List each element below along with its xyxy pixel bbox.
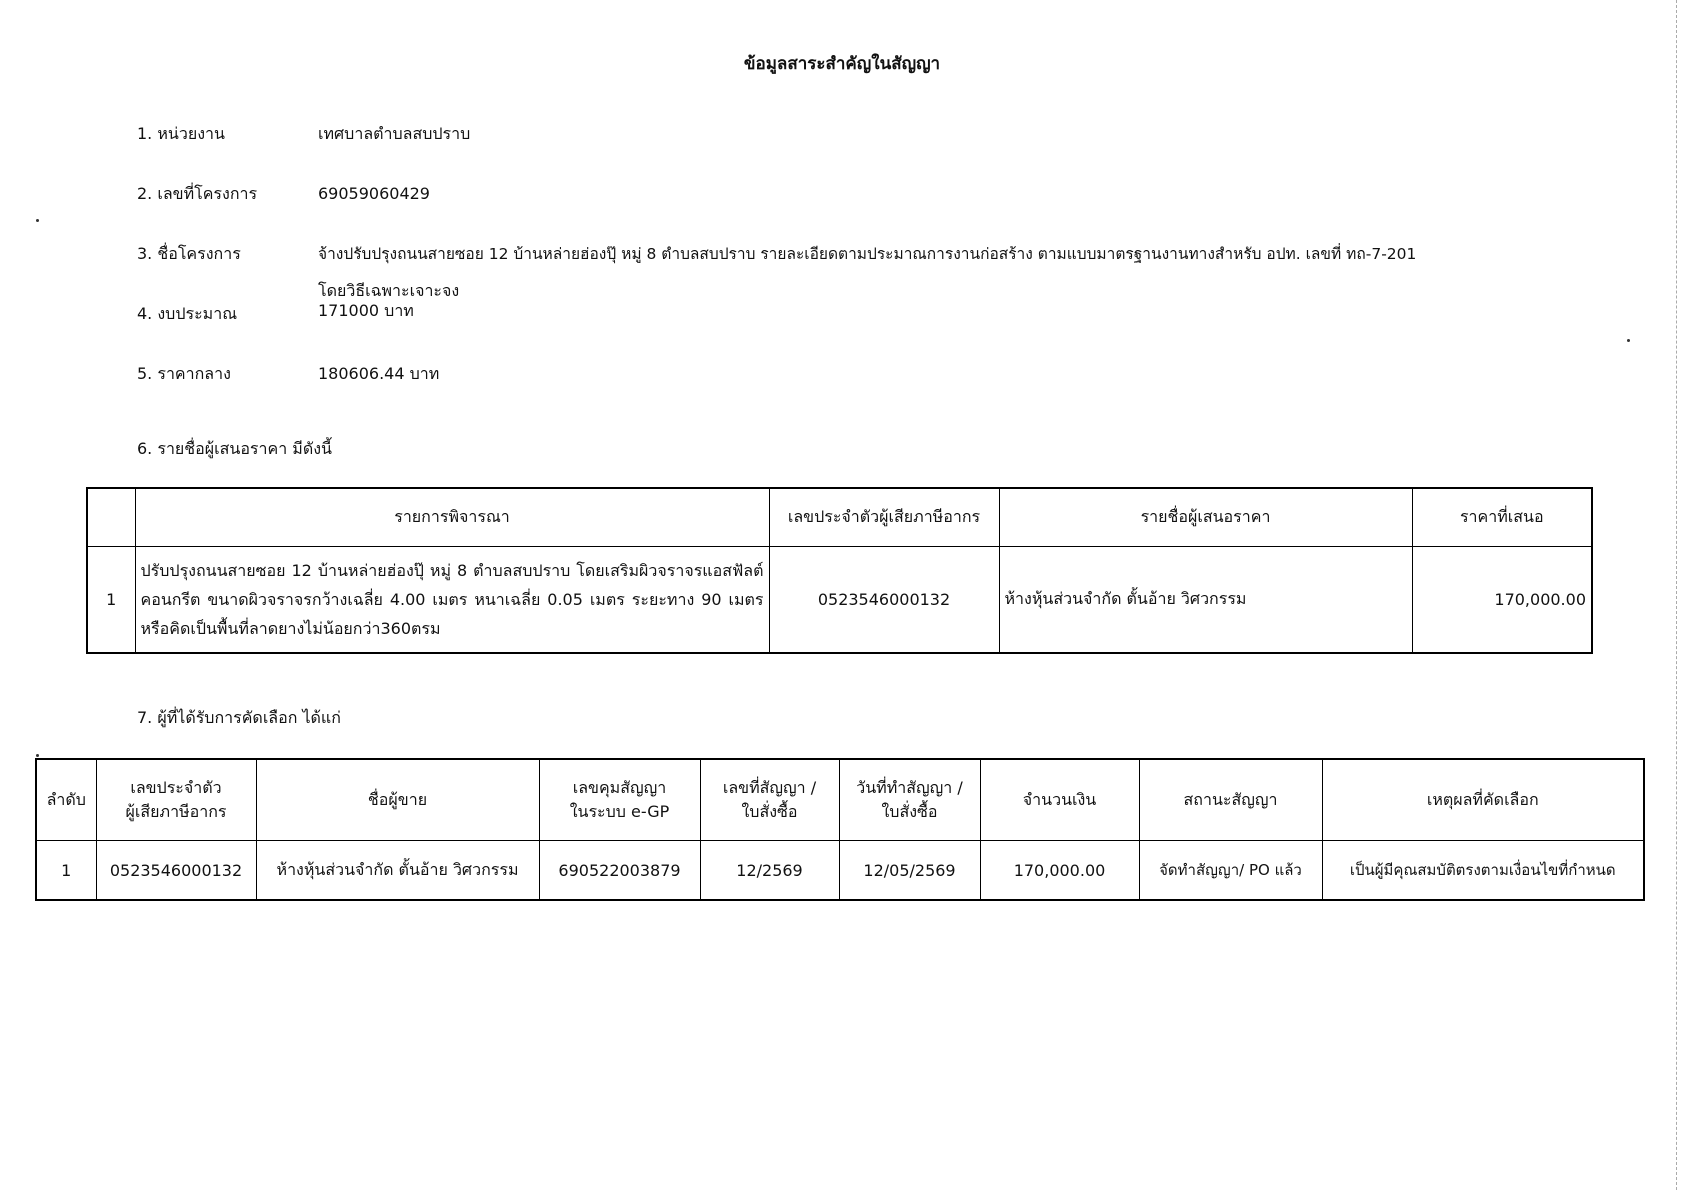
- column-header-contract-no: เลขที่สัญญา / ใบสั่งซื้อ: [700, 759, 839, 841]
- column-header: รายการพิจารณา: [135, 488, 769, 547]
- contract-date: 12/05/2569: [839, 841, 980, 901]
- bidders-table: [86, 487, 1593, 654]
- bidders-heading: 6. รายชื่อผู้เสนอราคา มีดังนี้: [137, 439, 332, 458]
- table-header-row: [36, 759, 1644, 841]
- column-header-egp: เลขคุมสัญญา ในระบบ e-GP: [539, 759, 700, 841]
- column-header: ราคาที่เสนอ: [1412, 488, 1592, 547]
- row-number: 1: [36, 841, 96, 901]
- column-header-reason: เหตุผลที่คัดเลือก: [1322, 759, 1644, 841]
- scan-edge-line: [1676, 0, 1677, 1190]
- column-header: เลขประจำตัวผู้เสียภาษีอากร: [769, 488, 999, 547]
- table-header-row: [87, 488, 1592, 547]
- column-header-status: สถานะสัญญา: [1139, 759, 1322, 841]
- column-header-contract-date: วันที่ทำสัญญา / ใบสั่งซื้อ: [839, 759, 980, 841]
- column-header: [87, 488, 135, 547]
- field-value: 171000 บาท: [318, 301, 414, 320]
- winners-heading: 7. ผู้ที่ได้รับการคัดเลือก ได้แก่: [137, 708, 341, 727]
- selection-reason: เป็นผู้มีคุณสมบัติตรงตามเงื่อนไขที่กำหนด: [1322, 841, 1644, 901]
- egp-number: 690522003879: [539, 841, 700, 901]
- field-label: 5. ราคากลาง: [137, 364, 231, 383]
- field-value: 69059060429: [318, 184, 430, 203]
- tax-id: 0523546000132: [769, 547, 999, 654]
- row-number: 1: [87, 547, 135, 654]
- field-label: 1. หน่วยงาน: [137, 124, 225, 143]
- bidder-name: ห้างหุ้นส่วนจำกัด ตั้นอ้าย วิศวกรรม: [999, 547, 1412, 654]
- table-row: [36, 841, 1644, 901]
- field-value: 180606.44 บาท: [318, 364, 440, 383]
- field-label: 4. งบประมาณ: [137, 304, 238, 323]
- scan-speck: [36, 754, 39, 757]
- field-value: จ้างปรับปรุงถนนสายซอย 12 บ้านหล่ายฮ่องปุ๊ หมู่ 8 ตำบลสบปราบ รายละเอียดตามประมาณการงานก่อสร้าง ตามแบบมาตรฐานงานทางสำหรับ อปท. เลขที่ ทถ-7-201: [318, 245, 1417, 263]
- contract-number: 12/2569: [700, 841, 839, 901]
- item-description: ปรับปรุงถนนสายซอย 12 บ้านหล่ายฮ่องปุ๊ หมู่ 8 ตำบลสบปราบ โดยเสริมผิวจราจรแอสฟัลต์คอนกรีต ขนาดผิวจราจรกว้างเฉลี่ย 4.00 เมตร หนาเฉลี่ย 0.05 เมตร ระยะทาง 90 เมตรหรือคิดเป็นพื้นที่ลาดยางไม่น้อยกว่า360ตรม: [135, 547, 769, 654]
- contract-status: จัดทำสัญญา/ PO แล้ว: [1139, 841, 1322, 901]
- winners-table: [35, 758, 1645, 901]
- column-header-amount: จำนวนเงิน: [980, 759, 1139, 841]
- field-label: 2. เลขที่โครงการ: [137, 184, 258, 203]
- field-label: 3. ชื่อโครงการ: [137, 244, 241, 263]
- scan-speck: [1627, 339, 1630, 342]
- table-row: [87, 547, 1592, 654]
- field-value-line2: โดยวิธีเฉพาะเจาะจง: [318, 281, 460, 300]
- seller-name: ห้างหุ้นส่วนจำกัด ตั้นอ้าย วิศวกรรม: [256, 841, 539, 901]
- amount: 170,000.00: [980, 841, 1139, 901]
- document-title: ข้อมูลสาระสำคัญในสัญญา: [743, 54, 941, 74]
- column-header: รายชื่อผู้เสนอราคา: [999, 488, 1412, 547]
- column-header-order: ลำดับ: [36, 759, 96, 841]
- offered-price: 170,000.00: [1412, 547, 1592, 654]
- field-value: เทศบาลตำบลสบปราบ: [318, 124, 471, 143]
- tax-id: 0523546000132: [96, 841, 256, 901]
- scan-speck: [36, 219, 39, 222]
- column-header-tax-id: เลขประจำตัว ผู้เสียภาษีอากร: [96, 759, 256, 841]
- column-header-seller: ชื่อผู้ขาย: [256, 759, 539, 841]
